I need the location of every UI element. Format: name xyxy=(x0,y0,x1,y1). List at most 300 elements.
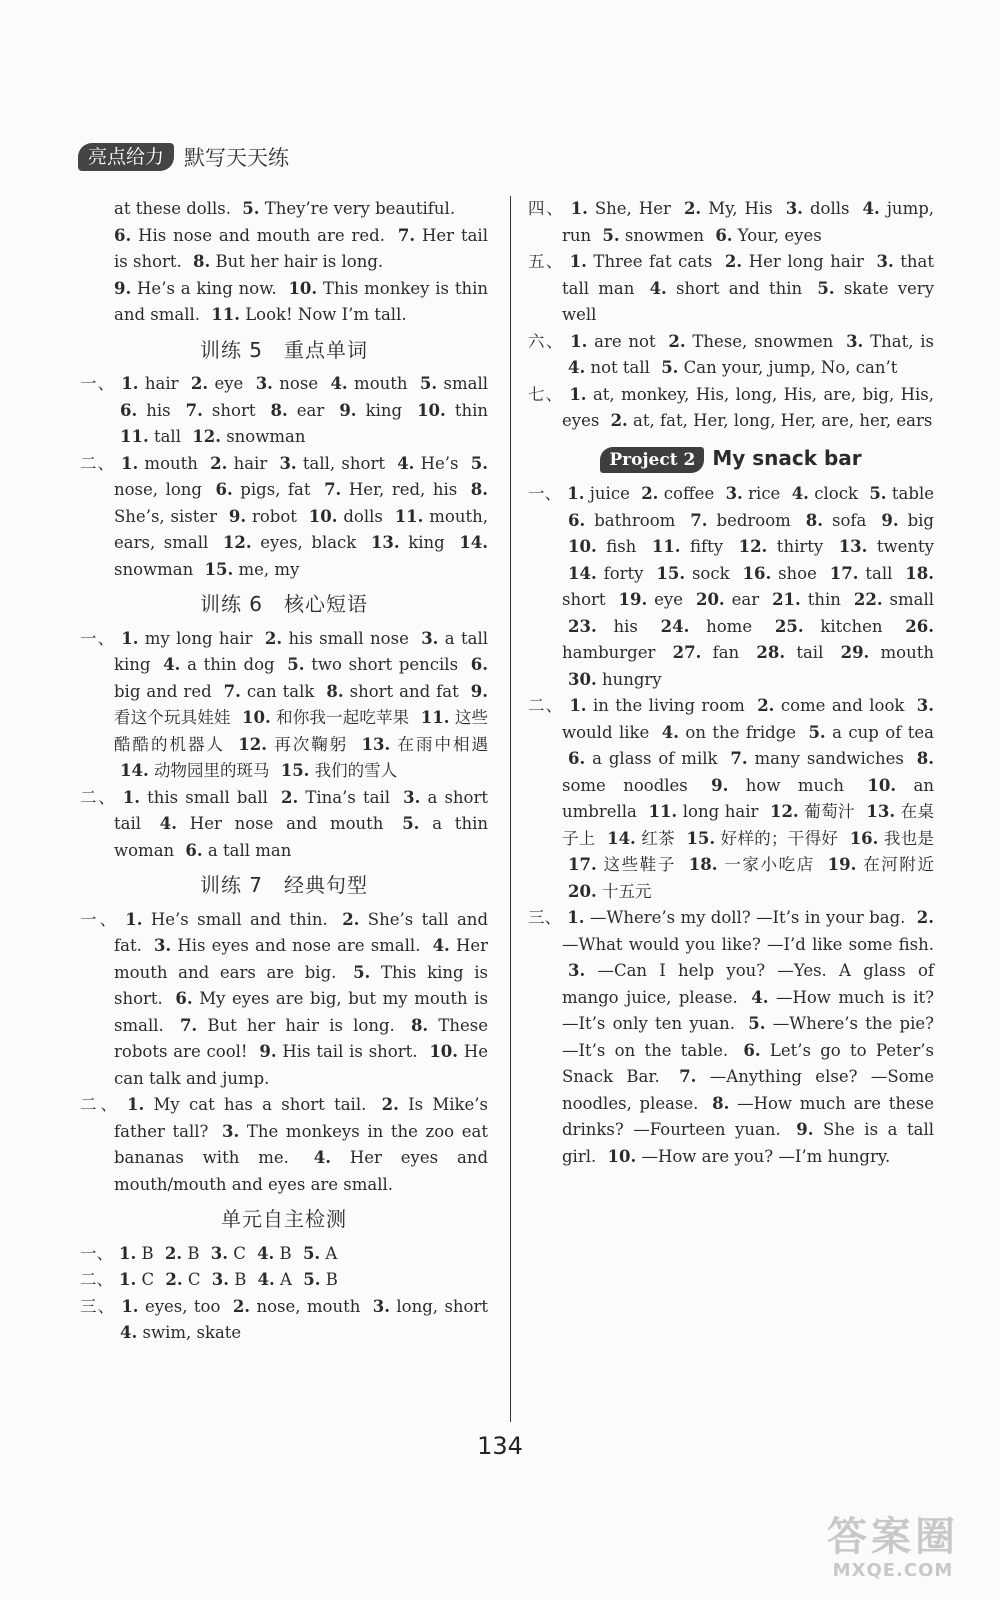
item-number: 1. xyxy=(567,908,585,927)
item-number: 11. xyxy=(120,427,149,446)
answer-text: on the fridge xyxy=(678,722,803,742)
answer-text: twenty xyxy=(867,537,934,556)
item-number: 17. xyxy=(829,563,859,583)
item-number: 8. xyxy=(410,1015,429,1035)
page-number: 134 xyxy=(477,1432,523,1460)
item-number: 7. xyxy=(730,749,748,768)
item-number: 1. xyxy=(569,252,587,271)
answer-text: The monkeys in the zoo eat bananas with me. xyxy=(114,1121,488,1167)
item-number: 15. xyxy=(686,828,716,848)
item-number: 4. xyxy=(120,1323,138,1342)
answer-text: Tina’s tail xyxy=(298,787,398,807)
item-number: 4. xyxy=(257,1243,275,1263)
item-number: 1. xyxy=(121,374,139,393)
item-number: 5. xyxy=(817,278,835,298)
answer-text: 这些酷酷的机器人 xyxy=(114,708,489,754)
item-number: 1. xyxy=(127,1095,145,1114)
item-number: 18. xyxy=(905,563,934,583)
watermark-logo xyxy=(798,1514,988,1586)
answer-text: mouth xyxy=(347,374,414,393)
section-heading: 训练 7 经典句型 xyxy=(199,873,369,897)
answer-text: dolls xyxy=(802,199,857,218)
answer-text: snowman xyxy=(220,427,306,446)
item-number: 6. xyxy=(715,225,733,245)
answer-text: hungry xyxy=(596,669,662,689)
item-number: 16. xyxy=(742,563,772,583)
answer-text: But her hair is long. xyxy=(197,1015,405,1035)
answer-text: She’s, sister xyxy=(114,506,223,526)
watermark-top: 答案圈 xyxy=(827,1514,959,1560)
item-number: 2. xyxy=(281,787,299,807)
answer-text: Her long hair xyxy=(742,252,871,271)
watermark-bottom: MXQE.COM xyxy=(832,1560,954,1581)
answer-text: tall xyxy=(148,427,187,446)
item-number: 11. xyxy=(211,305,240,324)
answer-text: My, His xyxy=(701,199,780,218)
group-label: 二、 xyxy=(528,696,564,715)
answer-text: This king is short. xyxy=(114,962,488,1008)
answer-text: Look! Now I’m tall. xyxy=(239,305,407,324)
group-label: 四、 xyxy=(528,199,565,218)
answer-text: Her mouth and ears are big. xyxy=(114,936,488,982)
answer-text: fish xyxy=(596,537,646,556)
item-number: 4. xyxy=(791,484,809,503)
answer-text: shoe xyxy=(771,563,824,583)
answer-text: robot xyxy=(246,506,303,526)
answer-group xyxy=(80,451,488,584)
group-label: 二、 xyxy=(80,1270,113,1289)
answer-text: Her tail is short. xyxy=(114,225,488,271)
item-number: 12. xyxy=(769,802,799,821)
answer-group xyxy=(528,905,934,1170)
column-divider xyxy=(510,196,511,1422)
item-number: 4. xyxy=(568,358,586,377)
item-number: 12. xyxy=(738,537,768,556)
answer-text: a short tail xyxy=(114,787,489,833)
group-label: 三、 xyxy=(80,1296,116,1316)
answer-text: Let’s go to Peter’s Snack Bar. xyxy=(562,1040,934,1086)
answer-text: kitchen xyxy=(803,616,900,636)
item-number: 14. xyxy=(120,761,149,780)
item-number: 10. xyxy=(308,506,338,526)
answer-text: —Where’s my doll? —It’s in your bag. xyxy=(584,908,911,927)
item-number: 4. xyxy=(159,814,178,833)
answer-group xyxy=(80,223,488,276)
answer-text: juice xyxy=(584,484,636,503)
item-number: 5. xyxy=(748,1014,766,1033)
answer-text: short and thin xyxy=(666,278,812,298)
item-number: 2. xyxy=(342,909,360,929)
answer-group xyxy=(528,249,934,329)
answer-text: 在桌子上 xyxy=(562,802,935,848)
item-number: 7. xyxy=(223,681,241,701)
item-number: 8. xyxy=(326,681,344,701)
item-number: 8. xyxy=(470,480,488,499)
answer-text: many sandwiches xyxy=(747,749,911,768)
answer-text: are not xyxy=(587,331,663,351)
item-number: 5. xyxy=(303,1270,321,1289)
answer-text: —How much are these drinks? —Fourteen yuan. xyxy=(562,1093,935,1139)
item-number: 2. xyxy=(683,199,702,218)
item-number: 3. xyxy=(725,484,743,503)
item-number: 10. xyxy=(568,537,597,556)
item-number: 3. xyxy=(421,628,439,648)
project-badge: Project 2 xyxy=(600,447,704,473)
item-number: 7. xyxy=(397,225,416,245)
answer-text: at, fat, Her, long, Her, are, her, ears xyxy=(627,411,933,430)
answer-text: big and red xyxy=(114,681,218,701)
item-number: 8. xyxy=(805,510,824,530)
item-number: 16. xyxy=(849,828,879,848)
item-number: 1. xyxy=(570,331,588,351)
answer-text: swim, skate xyxy=(137,1323,242,1342)
item-number: 11. xyxy=(394,506,424,526)
answer-text: A xyxy=(274,1270,298,1289)
item-number: 30. xyxy=(568,669,597,689)
item-number: 1. xyxy=(121,628,139,648)
group-label: 二、 xyxy=(80,453,115,473)
item-number: 2. xyxy=(668,331,686,351)
item-number: 10. xyxy=(429,1042,459,1061)
answer-text: His tail is short. xyxy=(276,1042,424,1061)
answer-text: thirty xyxy=(767,537,833,556)
item-number: 5. xyxy=(808,722,826,742)
item-number: 8. xyxy=(712,1093,730,1113)
answer-text: home xyxy=(689,616,769,636)
answer-text: would like xyxy=(562,722,656,742)
section-heading: 单元自主检测 xyxy=(221,1207,347,1231)
answer-text: at these dolls. xyxy=(114,199,237,218)
answer-text: pigs, fat xyxy=(232,480,319,499)
item-number: 2. xyxy=(916,908,934,927)
answer-text: a thin dog xyxy=(180,655,282,674)
answer-text: me, my xyxy=(233,559,300,579)
item-number: 4. xyxy=(649,278,667,298)
answer-text: nose xyxy=(272,374,325,393)
answer-text: forty xyxy=(596,563,651,583)
answer-text: eyes, too xyxy=(138,1296,227,1316)
item-number: 7. xyxy=(679,1067,697,1086)
item-number: 1. xyxy=(125,909,143,929)
item-number: 8. xyxy=(270,400,288,420)
answer-group xyxy=(528,693,934,905)
answer-group xyxy=(80,1092,488,1198)
answer-text: short and fat xyxy=(343,681,465,701)
answer-text: jump, run xyxy=(562,199,935,245)
answer-text: an umbrella xyxy=(562,775,934,821)
item-number: 24. xyxy=(660,616,690,636)
answer-text: tall xyxy=(858,563,900,583)
answer-text: B xyxy=(182,1243,205,1263)
item-number: 2. xyxy=(381,1095,399,1114)
answer-text: nose, mouth xyxy=(250,1296,367,1316)
item-number: 3. xyxy=(211,1270,229,1289)
item-number: 26. xyxy=(905,616,934,636)
answer-text: thin xyxy=(800,590,848,609)
item-number: 7. xyxy=(179,1015,198,1035)
item-number: 17. xyxy=(568,855,597,874)
answer-text: B xyxy=(320,1270,338,1289)
answer-text: his small nose xyxy=(282,628,416,648)
item-number: 2. xyxy=(264,628,283,648)
page-header xyxy=(78,142,289,172)
answer-group xyxy=(80,1267,488,1294)
item-number: 19. xyxy=(618,590,648,609)
book-subtitle: 默写天天练 xyxy=(184,146,290,170)
answer-text: 动物园里的斑马 xyxy=(148,761,275,780)
project-heading xyxy=(528,445,934,474)
item-number: 5. xyxy=(353,962,371,982)
item-number: 13. xyxy=(370,533,400,552)
item-number: 3. xyxy=(916,696,935,715)
answer-text: —How are you? —I’m hungry. xyxy=(636,1146,891,1166)
answer-text: B xyxy=(228,1270,252,1289)
answer-text: a thin woman xyxy=(114,814,488,860)
answer-group xyxy=(80,196,488,223)
item-number: 1. xyxy=(570,199,588,218)
item-number: 4. xyxy=(330,374,348,393)
item-number: 9. xyxy=(470,681,488,701)
item-number: 2. xyxy=(610,411,628,430)
answer-text: C xyxy=(227,1243,252,1263)
answer-text: 我也是 xyxy=(878,828,934,848)
item-number: 6. xyxy=(568,749,586,768)
item-number: 10. xyxy=(417,400,446,420)
answer-text: short xyxy=(562,590,613,609)
answer-text: B xyxy=(136,1243,159,1263)
answer-text: come and look xyxy=(774,696,911,715)
answer-group xyxy=(528,329,934,382)
answer-text: sock xyxy=(685,563,737,583)
item-number: 13. xyxy=(866,802,896,821)
answer-text: —Where’s the pie? —It’s on the table. xyxy=(562,1014,935,1060)
answer-group xyxy=(80,1294,488,1347)
answer-text: 一家小吃店 xyxy=(717,855,822,874)
answer-text: mouth, ears, small xyxy=(114,506,488,552)
item-number: 2. xyxy=(232,1296,251,1316)
answer-text: can talk xyxy=(240,681,321,701)
answer-text: 好样的；干得好 xyxy=(715,828,844,848)
answer-text: C xyxy=(182,1270,206,1289)
answer-text: how much xyxy=(728,775,862,795)
item-number: 9. xyxy=(711,775,729,795)
answer-text: in the living room xyxy=(586,696,752,715)
item-number: 15. xyxy=(204,559,234,579)
item-number: 1. xyxy=(567,484,585,503)
answer-text: Is Mike’s father tall? xyxy=(114,1095,488,1141)
item-number: 25. xyxy=(774,616,804,636)
item-number: 4. xyxy=(661,722,679,742)
answer-text: —Anything else? —Some noodles, please. xyxy=(562,1067,934,1113)
item-number: 9. xyxy=(796,1120,814,1139)
answer-text: long, short xyxy=(390,1296,488,1316)
answer-text: eyes, black xyxy=(251,533,365,552)
answer-text: —What would you like? —I’d like some fish. xyxy=(562,934,934,954)
item-number: 4. xyxy=(751,987,769,1007)
answer-text: my long hair xyxy=(138,628,259,648)
answer-text: a tall king xyxy=(114,628,489,674)
item-number: 4. xyxy=(257,1270,275,1289)
item-number: 11. xyxy=(420,708,450,727)
item-number: 3. xyxy=(785,199,803,218)
item-number: 9. xyxy=(881,510,899,530)
answer-text: coffee xyxy=(658,484,720,503)
answer-text: My eyes are big, but my mouth is small. xyxy=(114,989,488,1035)
answer-text: rice xyxy=(742,484,786,503)
item-number: 5. xyxy=(419,374,438,393)
item-number: 2. xyxy=(757,696,775,715)
item-number: 15. xyxy=(656,563,686,583)
answer-group xyxy=(80,626,488,785)
item-number: 6. xyxy=(120,400,138,420)
answer-group xyxy=(80,907,488,1093)
answer-text: A xyxy=(320,1243,338,1263)
answer-text: Her nose and mouth xyxy=(177,814,397,833)
brand-badge: 亮点给力 xyxy=(78,143,174,171)
item-number: 10. xyxy=(241,708,271,727)
item-number: 12. xyxy=(222,533,252,552)
answer-text: 再次鞠躬 xyxy=(267,734,356,754)
answer-text: snowmen xyxy=(619,225,710,245)
answer-text: 我们的雪人 xyxy=(309,761,398,780)
answer-group xyxy=(80,1241,488,1268)
item-number: 1. xyxy=(120,453,139,473)
item-number: 22. xyxy=(853,590,883,609)
answer-text: These robots are cool! xyxy=(114,1015,488,1061)
group-label: 二、 xyxy=(80,1095,122,1114)
answer-text: Her, red, his xyxy=(341,480,465,499)
answer-text: hamburger xyxy=(562,643,667,662)
group-label: 二、 xyxy=(80,787,117,807)
answer-text: Your, eyes xyxy=(732,225,822,245)
answer-text: nose, long xyxy=(114,480,210,499)
item-number: 13. xyxy=(361,734,391,754)
answer-group xyxy=(80,785,488,865)
answer-text: He’s xyxy=(414,453,465,473)
item-number: 1. xyxy=(121,1296,139,1316)
group-label: 一、 xyxy=(528,484,562,503)
answer-text: a cup of tea xyxy=(825,722,934,742)
answer-text: a tall man xyxy=(202,840,292,860)
item-number: 3. xyxy=(568,961,586,980)
answer-text: My cat has a short tail. xyxy=(144,1095,376,1114)
item-number: 13. xyxy=(838,537,868,556)
answer-text: She is a tall girl. xyxy=(562,1120,935,1166)
item-number: 6. xyxy=(568,510,586,530)
group-label: 三、 xyxy=(528,908,562,927)
answer-text: That, is xyxy=(863,331,934,351)
answer-text: some noodles xyxy=(562,775,706,795)
answer-text: Her eyes and mouth/mouth and eyes are small. xyxy=(114,1148,489,1194)
answer-text: king xyxy=(356,400,412,420)
answer-text: hair xyxy=(227,453,274,473)
answer-text: table xyxy=(886,484,934,503)
answer-text: 看这个玩具娃娃 xyxy=(114,708,236,727)
answer-text: not tall xyxy=(585,358,656,377)
answer-text: eye xyxy=(208,374,250,393)
answer-text: He’s a king now. xyxy=(131,278,283,298)
answer-text: They’re very beautiful. xyxy=(259,199,456,218)
item-number: 6. xyxy=(743,1040,761,1060)
item-number: 18. xyxy=(688,855,718,874)
answer-text: His eyes and nose are small. xyxy=(171,936,427,955)
item-number: 4. xyxy=(163,655,181,674)
item-number: 6. xyxy=(215,480,233,499)
item-number: 4. xyxy=(313,1148,331,1167)
answer-text: bathroom xyxy=(585,510,685,530)
item-number: 8. xyxy=(916,749,934,768)
answer-group xyxy=(80,371,488,451)
item-number: 2. xyxy=(190,374,209,393)
item-number: 4. xyxy=(432,936,450,955)
item-number: 29. xyxy=(840,643,870,662)
item-number: 7. xyxy=(324,480,342,499)
item-number: 8. xyxy=(193,252,211,271)
item-number: 11. xyxy=(651,537,681,556)
item-number: 23. xyxy=(568,616,597,636)
item-number: 5. xyxy=(302,1243,321,1263)
item-number: 3. xyxy=(876,252,894,271)
item-number: 5. xyxy=(287,655,305,674)
answer-text: He can talk and jump. xyxy=(114,1042,488,1088)
group-label: 一、 xyxy=(80,909,120,929)
item-number: 1. xyxy=(569,384,587,404)
item-number: 2. xyxy=(164,1243,183,1263)
item-number: 5. xyxy=(661,358,679,377)
answer-text: eye xyxy=(647,590,690,609)
item-number: 3. xyxy=(279,453,297,473)
item-number: 3. xyxy=(846,331,864,351)
answer-text: She, Her xyxy=(587,199,678,218)
answer-text: two short pencils xyxy=(304,655,465,674)
item-number: 15. xyxy=(280,761,310,780)
item-number: 3. xyxy=(255,374,273,393)
item-number: 2. xyxy=(210,453,228,473)
answer-text: mouth xyxy=(869,643,935,662)
answer-text: king xyxy=(399,533,454,552)
item-number: 3. xyxy=(222,1121,240,1141)
item-number: 7. xyxy=(185,400,203,420)
answer-text: 十五元 xyxy=(596,881,652,901)
answer-text: fan xyxy=(701,643,751,662)
item-number: 5. xyxy=(402,814,420,833)
item-number: 7. xyxy=(690,510,708,530)
item-number: 14. xyxy=(459,533,488,552)
answer-text: B xyxy=(274,1243,297,1263)
answer-text: tall, short xyxy=(296,453,392,473)
item-number: 1. xyxy=(119,1270,137,1289)
answer-text: a glass of milk xyxy=(585,749,725,768)
answer-text: Can your, jump, No, can’t xyxy=(678,358,898,377)
group-label: 六、 xyxy=(528,331,565,351)
item-number: 20. xyxy=(695,590,725,609)
item-number: 9. xyxy=(114,278,132,298)
answer-group xyxy=(528,196,934,249)
answer-text: He’s small and thin. xyxy=(142,909,337,929)
answer-text: 和你我一起吃苹果 xyxy=(270,708,415,727)
answer-text: his xyxy=(137,400,180,420)
item-number: 11. xyxy=(648,802,678,821)
item-number: 6. xyxy=(175,989,193,1008)
answer-text: long hair xyxy=(677,802,764,821)
item-number: 10. xyxy=(288,278,318,298)
item-number: 14. xyxy=(607,828,636,848)
answer-text: 红茶 xyxy=(635,828,681,848)
item-number: 12. xyxy=(192,427,221,446)
answer-text: This monkey is thin and small. xyxy=(114,278,488,324)
section-heading: 训练 5 重点单词 xyxy=(199,337,369,362)
item-number: 20. xyxy=(568,881,597,901)
